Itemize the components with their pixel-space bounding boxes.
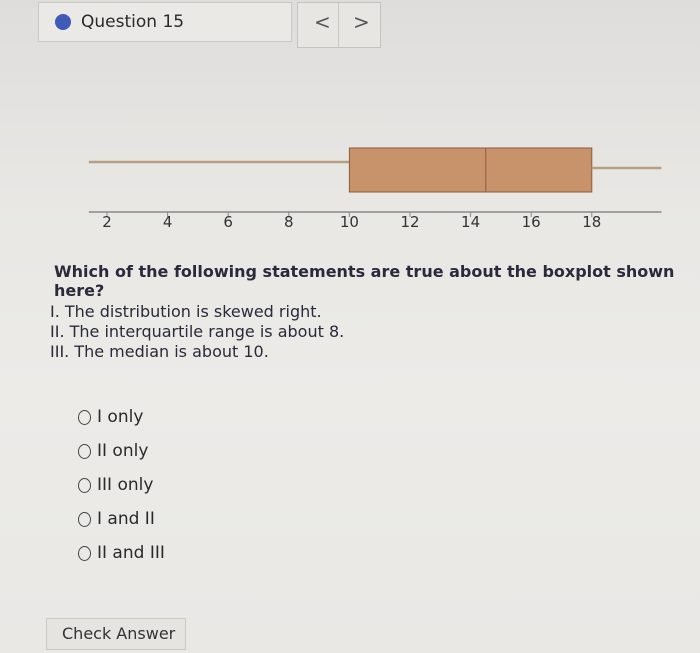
x-tick-label: 8	[284, 213, 294, 231]
previous-question-button[interactable]: <	[314, 10, 331, 34]
option-ii-and-iii[interactable]	[78, 536, 165, 570]
option-iii-only[interactable]	[78, 468, 165, 502]
x-axis-ticks	[102, 212, 601, 231]
radio-button-icon[interactable]	[78, 410, 91, 425]
nav-divider	[338, 3, 339, 47]
option-label: I and II	[97, 509, 155, 529]
x-tick-label: 10	[339, 213, 359, 231]
check-answer-button[interactable]: Check Answer	[46, 618, 186, 650]
radio-button-icon[interactable]	[78, 546, 91, 561]
option-label: III only	[97, 475, 154, 495]
question-navigation	[297, 2, 381, 48]
option-label: I only	[97, 407, 144, 427]
statement-list	[50, 302, 344, 362]
option-i-and-ii[interactable]	[78, 502, 165, 536]
question-prompt: Which of the following statements are true about the boxplot shown here?	[54, 262, 675, 300]
x-tick-label: 6	[223, 213, 233, 231]
x-tick-label: 4	[162, 213, 173, 231]
radio-button-icon[interactable]	[78, 444, 91, 459]
question-header[interactable]	[38, 2, 292, 42]
question-title: Question 15	[81, 12, 185, 32]
x-tick-label: 16	[521, 213, 541, 231]
box-iqr	[349, 148, 591, 192]
status-dot-icon	[55, 14, 71, 30]
x-tick-label: 18	[582, 213, 602, 231]
x-tick-label: 12	[400, 213, 420, 231]
x-tick-label: 14	[461, 213, 481, 231]
radio-button-icon[interactable]	[78, 512, 91, 527]
next-question-button[interactable]: >	[353, 10, 370, 34]
option-label: II only	[97, 441, 149, 461]
option-i-only[interactable]	[78, 400, 165, 434]
x-tick-label: 2	[102, 213, 112, 231]
statement-2: II. The interquartile range is about 8.	[50, 322, 345, 341]
boxplot-chart	[0, 130, 700, 240]
radio-button-icon[interactable]	[78, 478, 91, 493]
statement-3: III. The median is about 10.	[50, 342, 269, 361]
answer-options	[78, 400, 165, 570]
option-label: II and III	[97, 543, 165, 563]
statement-1: I. The distribution is skewed right.	[50, 302, 322, 321]
option-ii-only[interactable]	[78, 434, 165, 468]
